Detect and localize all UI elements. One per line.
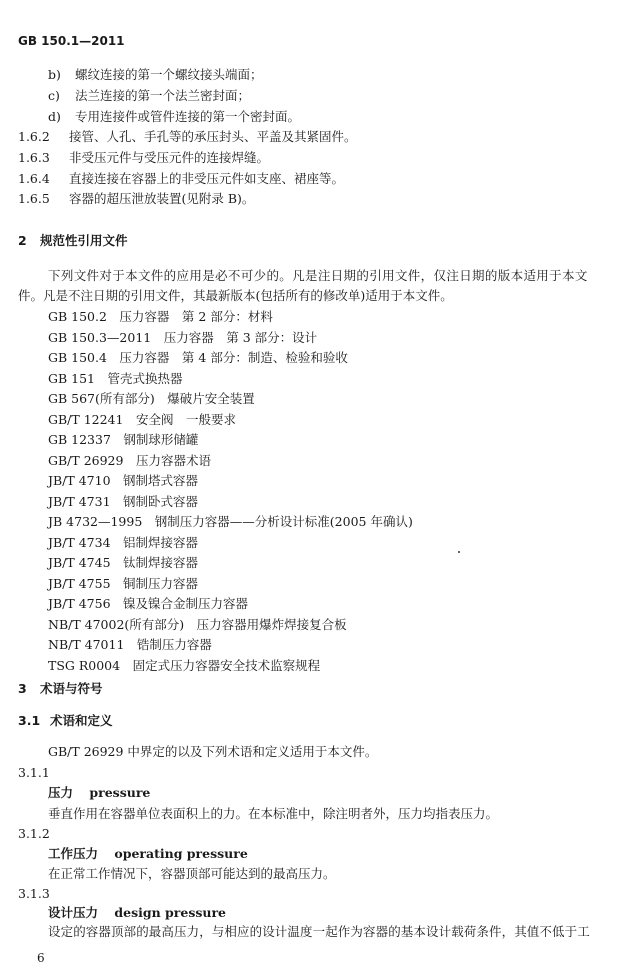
clause bbox=[18, 150, 270, 166]
reference-item: JB/T 4755 铜制压力容器 bbox=[48, 576, 199, 591]
reference-item: GB 567(所有部分) 爆破片安全装置 bbox=[48, 391, 255, 406]
clause-text: 接管、人孔、手孔等的承压封头、平盖及其紧固件。 bbox=[69, 129, 357, 144]
subsection-intro: GB/T 26929 中界定的以及下列术语和定义适用于本文件。 bbox=[48, 744, 378, 759]
section-title: 术语与符号 bbox=[40, 681, 103, 696]
subsection-3-1-heading bbox=[18, 713, 113, 729]
list-item-label: d) bbox=[48, 109, 61, 124]
term-definition: 垂直作用在容器单位表面积上的力。在本标准中，除注明者外，压力均指表压力。 bbox=[48, 806, 499, 821]
section-3-heading bbox=[18, 681, 103, 697]
clause-number: 1.6.3 bbox=[18, 150, 50, 165]
list-item-text: 法兰连接的第一个法兰密封面； bbox=[75, 88, 251, 103]
term-zh: 设计压力 bbox=[48, 905, 99, 920]
section-2-heading bbox=[18, 233, 128, 249]
list-item-label: c) bbox=[48, 88, 60, 103]
reference-item: NB/T 47002(所有部分) 压力容器用爆炸焊接复合板 bbox=[48, 617, 347, 632]
reference-item: GB 150.3—2011 压力容器 第 3 部分：设计 bbox=[48, 330, 318, 345]
reference-item: GB 150.4 压力容器 第 4 部分：制造、检验和验收 bbox=[48, 350, 348, 365]
list-item-text: 螺纹连接的第一个螺纹接头端面； bbox=[75, 67, 263, 82]
reference-item: GB 150.2 压力容器 第 2 部分：材料 bbox=[48, 309, 273, 324]
reference-item: JB/T 4731 钢制卧式容器 bbox=[48, 494, 199, 509]
scan-speck bbox=[458, 551, 460, 553]
page-number: 6 bbox=[37, 951, 45, 965]
term-heading bbox=[48, 785, 150, 801]
clause-text: 容器的超压泄放装置(见附录 B)。 bbox=[69, 191, 255, 206]
term-zh: 压力 bbox=[48, 785, 74, 800]
term-en: operating pressure bbox=[114, 846, 248, 861]
reference-item: GB 12337 钢制球形储罐 bbox=[48, 432, 199, 447]
reference-item: TSG R0004 固定式压力容器安全技术监察规程 bbox=[48, 658, 321, 673]
section-number: 3 bbox=[18, 681, 27, 696]
list-item-label: b) bbox=[48, 67, 61, 82]
standard-code-header: GB 150.1—2011 bbox=[18, 34, 125, 48]
clause bbox=[18, 171, 345, 187]
clause bbox=[18, 191, 255, 207]
reference-item: JB 4732—1995 钢制压力容器——分析设计标准(2005 年确认) bbox=[48, 514, 413, 529]
list-item-text: 专用连接件或管件连接的第一个密封面。 bbox=[75, 109, 301, 124]
term-heading bbox=[48, 846, 248, 862]
term-en: design pressure bbox=[114, 905, 227, 920]
clause-number: 1.6.4 bbox=[18, 171, 50, 186]
reference-item: NB/T 47011 锆制压力容器 bbox=[48, 637, 212, 652]
list-item bbox=[48, 67, 263, 83]
list-item bbox=[48, 109, 301, 125]
clause-text: 直接连接在容器上的非受压元件如支座、裙座等。 bbox=[69, 171, 345, 186]
section-2-intro-line-1: 下列文件对于本文件的应用是必不可少的。凡是注日期的引用文件，仅注日期的版本适用于本文 bbox=[48, 268, 588, 283]
term-zh: 工作压力 bbox=[48, 846, 99, 861]
section-2-intro-line-2: 件。凡是不注日期的引用文件，其最新版本(包括所有的修改单)适用于本文件。 bbox=[18, 288, 453, 303]
list-item bbox=[48, 88, 251, 104]
clause-text: 非受压元件与受压元件的连接焊缝。 bbox=[69, 150, 270, 165]
subsection-number: 3.1 bbox=[18, 713, 41, 728]
reference-item: GB/T 12241 安全阀 一般要求 bbox=[48, 412, 236, 427]
reference-item: JB/T 4710 钢制塔式容器 bbox=[48, 473, 199, 488]
clause-number: 1.6.2 bbox=[18, 129, 50, 144]
term-number: 3.1.2 bbox=[18, 826, 50, 841]
clause-number: 1.6.5 bbox=[18, 191, 50, 206]
section-number: 2 bbox=[18, 233, 27, 248]
subsection-title: 术语和定义 bbox=[50, 713, 113, 728]
reference-item: JB/T 4745 钛制焊接容器 bbox=[48, 555, 199, 570]
reference-item: JB/T 4756 镍及镍合金制压力容器 bbox=[48, 596, 249, 611]
term-definition: 设定的容器顶部的最高压力，与相应的设计温度一起作为容器的基本设计载荷条件，其值不低于工 bbox=[48, 924, 590, 939]
reference-item: GB 151 管壳式换热器 bbox=[48, 371, 183, 386]
term-heading bbox=[48, 905, 226, 921]
term-number: 3.1.3 bbox=[18, 886, 50, 901]
term-number: 3.1.1 bbox=[18, 765, 50, 780]
clause bbox=[18, 129, 357, 145]
term-en: pressure bbox=[89, 785, 151, 800]
section-title: 规范性引用文件 bbox=[40, 233, 128, 248]
reference-item: JB/T 4734 铝制焊接容器 bbox=[48, 535, 199, 550]
reference-item: GB/T 26929 压力容器术语 bbox=[48, 453, 211, 468]
term-definition: 在正常工作情况下，容器顶部可能达到的最高压力。 bbox=[48, 866, 336, 881]
